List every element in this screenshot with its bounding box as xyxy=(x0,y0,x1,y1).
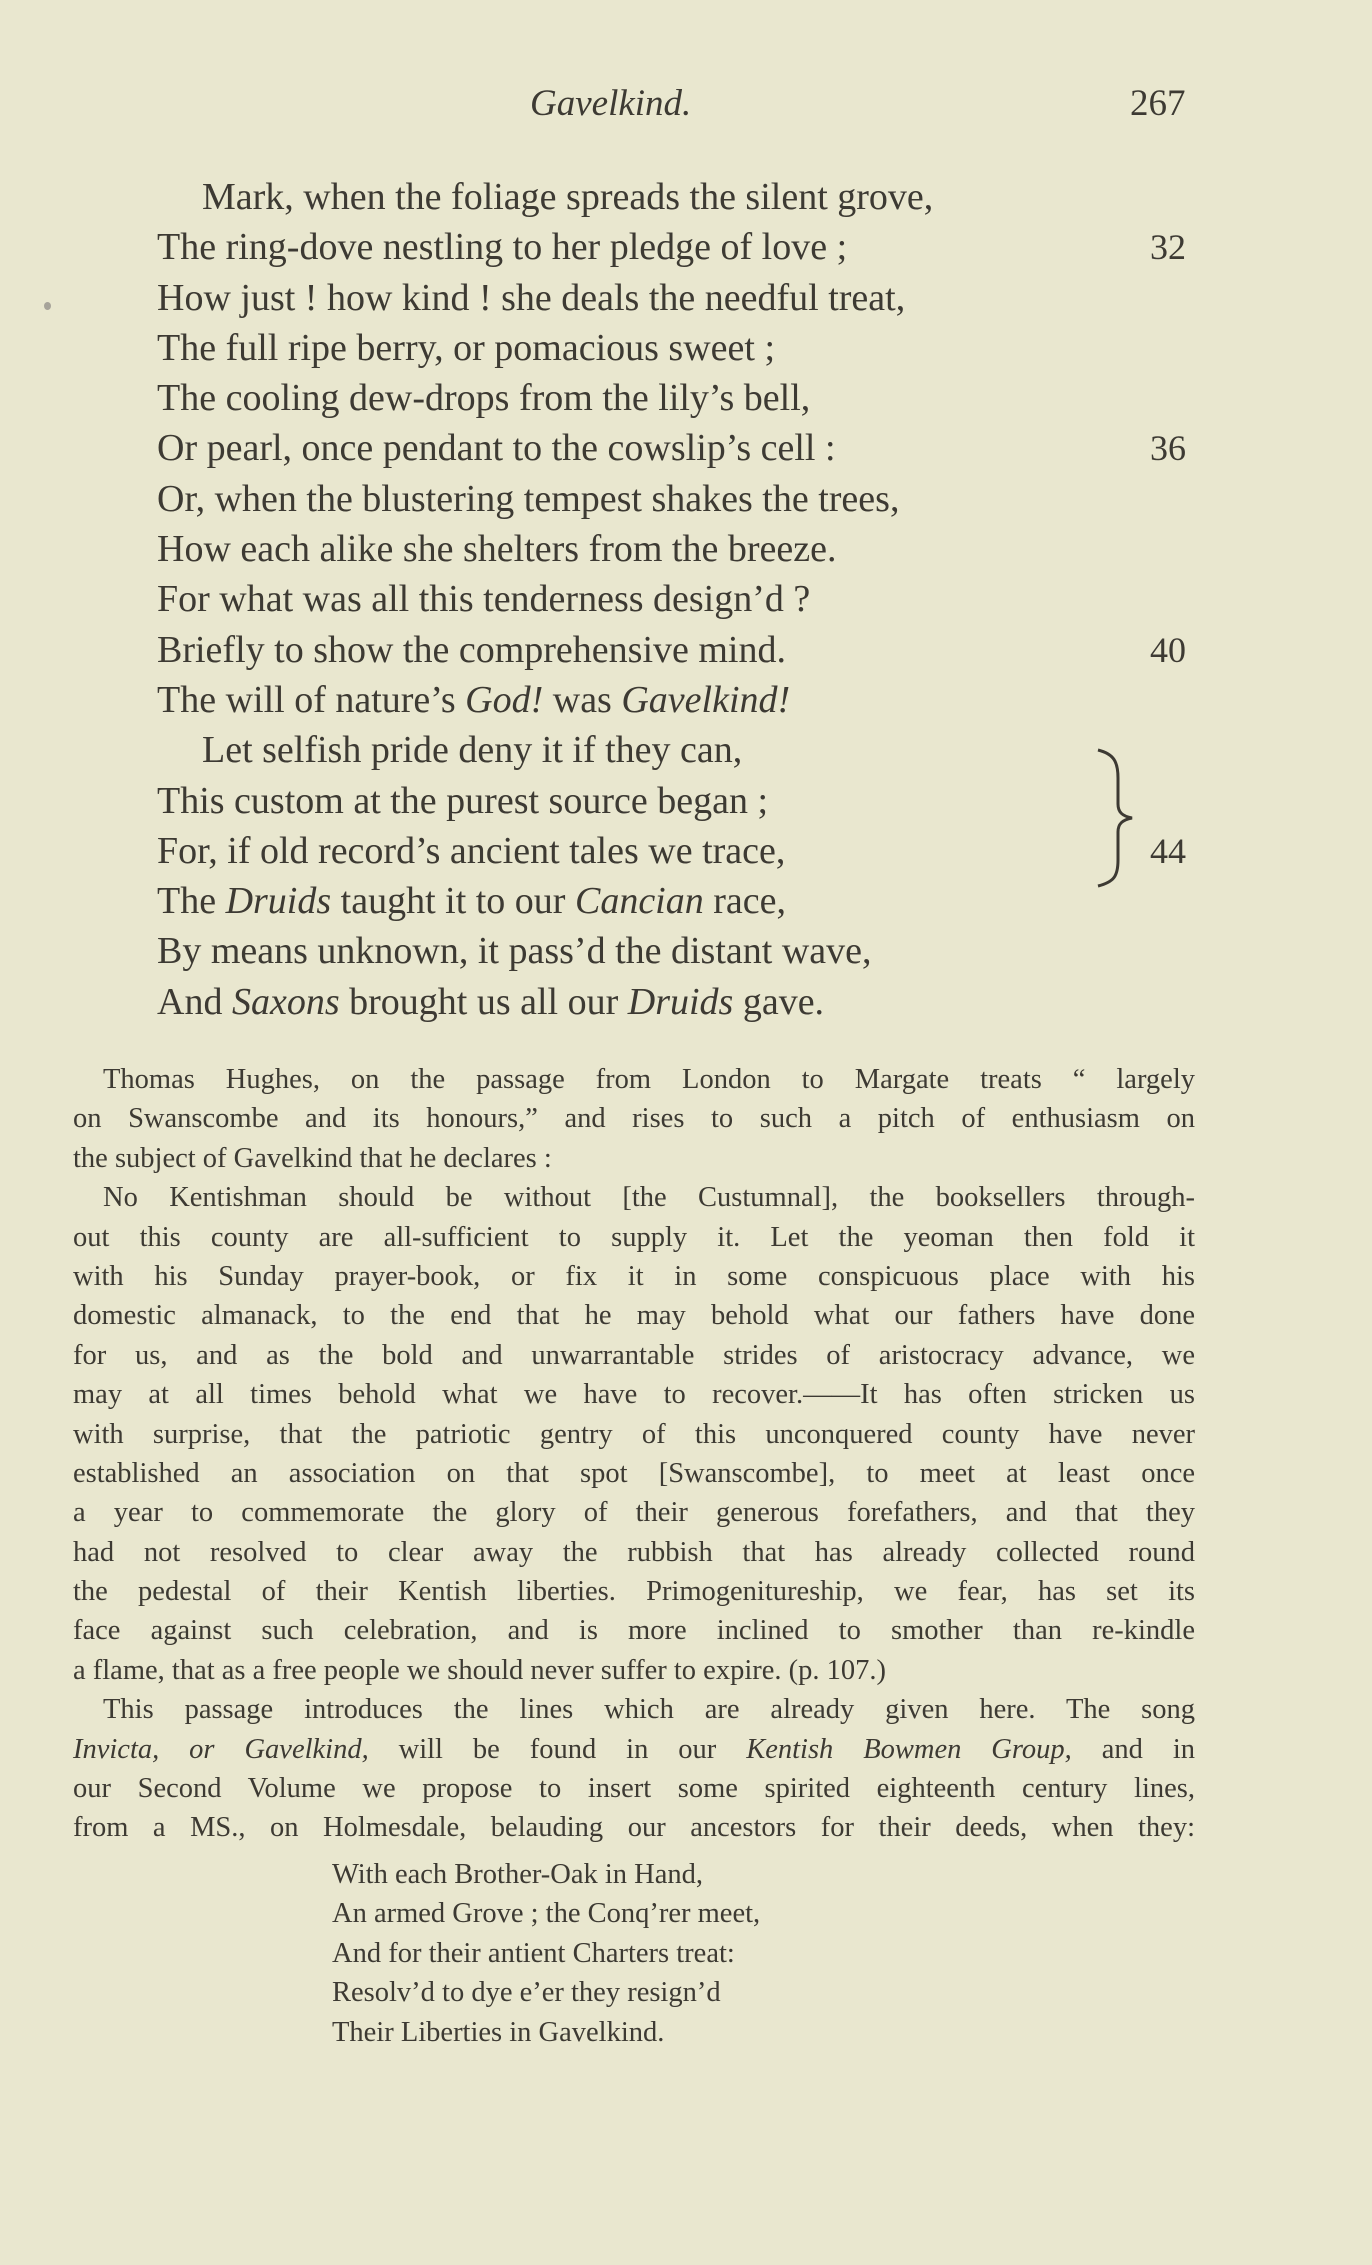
poem-line xyxy=(157,323,1217,373)
line-number: 36 xyxy=(1150,428,1186,469)
paper-speck xyxy=(44,302,51,310)
verse-line: Their Liberties in Gavelkind. xyxy=(332,2016,665,2048)
footnote-line xyxy=(73,1296,1195,1335)
text-run: The xyxy=(157,880,226,923)
italic-text: Cancian xyxy=(574,880,704,923)
text-run: will be found in our xyxy=(368,1733,747,1765)
footnote-line xyxy=(73,1415,1195,1454)
text-run: and in xyxy=(1071,1733,1195,1765)
text-run: brought us all our xyxy=(339,980,628,1023)
footnote-line xyxy=(73,1690,1195,1729)
text-run: taught it to our xyxy=(331,880,575,923)
text-run: The will of nature’s xyxy=(157,678,466,721)
footnote-line xyxy=(73,1493,1195,1532)
poem-line xyxy=(157,776,1217,826)
footnote-line xyxy=(73,1257,1195,1296)
poem-line xyxy=(157,373,1217,423)
poem-line-text: Briefly to show the comprehensive mind. xyxy=(157,628,786,671)
footnote-line xyxy=(73,1730,1195,1769)
text-run: with his Sunday prayer-book, or fix it in some conspicuous place with his xyxy=(73,1260,1195,1292)
text-run: No Kentishman should be without [the Custumnal], the booksellers through- xyxy=(103,1182,1195,1214)
text-run: And xyxy=(157,980,232,1023)
running-title: Gavelkind. xyxy=(530,83,692,124)
poem-line xyxy=(157,524,1217,574)
italic-text: God! xyxy=(465,678,544,721)
text-run: the pedestal of their Kentish liberties. Primogenitureship, we fear, has set its xyxy=(73,1576,1195,1608)
poem-line-text: By means unknown, it pass’d the distant wave, xyxy=(157,930,872,973)
poem-line-text: For what was all this tenderness design’d ? xyxy=(157,578,811,621)
italic-text: Kentish Bowmen Group, xyxy=(746,1733,1072,1765)
text-run: our Second Volume we propose to insert some spirited eighteenth century lines, xyxy=(73,1773,1195,1805)
footnote-block xyxy=(73,1060,1195,1848)
footnote-line xyxy=(73,1336,1195,1375)
text-run: on Swanscombe and its honours,” and rises to such a pitch of enthusiasm on xyxy=(73,1103,1195,1135)
text-run: domestic almanack, to the end that he may behold what our fathers have done xyxy=(73,1300,1195,1332)
verse-line: An armed Grove ; the Conq’rer meet, xyxy=(332,1898,761,1930)
text-run: was xyxy=(543,678,622,721)
poem-line xyxy=(157,172,1217,222)
poem-line xyxy=(157,725,1217,775)
line-number: 40 xyxy=(1150,629,1186,670)
poem xyxy=(157,172,1217,1027)
text-run: gave. xyxy=(733,980,825,1023)
text-run: had not resolved to clear away the rubbish that has already collected round xyxy=(73,1536,1195,1568)
text-run: a flame, that as a free people we should never suffer to expire. (p. 107.) xyxy=(73,1654,886,1686)
italic-text: Gavelkind! xyxy=(621,678,791,721)
line-number: 32 xyxy=(1150,227,1186,268)
poem-line xyxy=(157,474,1217,524)
text-run: the subject of Gavelkind that he declares : xyxy=(73,1142,552,1174)
verse-line: With each Brother-Oak in Hand, xyxy=(332,1859,704,1890)
text-run: out this county are all-sufficient to supply it. Let the yeoman then fold it xyxy=(73,1221,1195,1253)
text-run: from a MS., on Holmesdale, belauding our ancestors for their deeds, when they: xyxy=(73,1812,1195,1844)
poem-line xyxy=(157,675,1217,725)
footnote-line xyxy=(73,1218,1195,1257)
italic-text: Druids xyxy=(225,880,332,923)
poem-line-text xyxy=(157,880,786,922)
poem-line-text: Mark, when the foliage spreads the silent grove, xyxy=(202,176,934,218)
poem-line-text: The cooling dew-drops from the lily’s bell, xyxy=(157,377,811,420)
line-number: 44 xyxy=(1150,830,1186,871)
footnote-line xyxy=(73,1375,1195,1414)
poem-line-text: How each alike she shelters from the breeze. xyxy=(157,528,837,571)
poem-line xyxy=(157,826,1217,876)
footnote-line xyxy=(73,1099,1195,1138)
quoted-verse xyxy=(332,1855,760,2052)
text-run: race, xyxy=(703,880,787,923)
text-run: a year to commemorate the glory of their generous forefathers, and that they xyxy=(73,1497,1195,1529)
footnote-line xyxy=(73,1808,1195,1847)
footnote-line xyxy=(73,1769,1195,1808)
verse-line: Resolv’d to dye e’er they resign’d xyxy=(332,1977,721,2009)
poem-line xyxy=(157,574,1217,624)
text-run: Thomas Hughes, on the passage from London to Margate treats “ largely xyxy=(103,1064,1195,1095)
running-head xyxy=(0,82,1372,132)
poem-line xyxy=(157,926,1217,976)
verse-line: And for their antient Charters treat: xyxy=(332,1937,735,1969)
poem-line xyxy=(157,625,1217,675)
poem-line-text: Or pearl, once pendant to the cowslip’s cell : xyxy=(157,427,836,470)
poem-line-text: Let selfish pride deny it if they can, xyxy=(202,729,743,772)
page-number: 267 xyxy=(1130,83,1186,124)
italic-text: Druids xyxy=(627,980,734,1023)
poem-line xyxy=(157,423,1217,473)
text-run: for us, and as the bold and unwarrantable strides of aristocracy advance, we xyxy=(73,1339,1195,1371)
footnote-line xyxy=(73,1611,1195,1650)
footnote-line xyxy=(73,1454,1195,1493)
poem-line-text: How just ! how kind ! she deals the needful treat, xyxy=(157,276,906,319)
text-run: may at all times behold what we have to recover.——It has often stricken us xyxy=(73,1379,1195,1411)
poem-line-text: Or, when the blustering tempest shakes the trees, xyxy=(157,477,900,520)
poem-line-text xyxy=(157,981,824,1023)
text-run: This passage introduces the lines which are already given here. The song xyxy=(103,1694,1195,1726)
poem-line-text xyxy=(157,679,790,721)
poem-line xyxy=(157,977,1217,1027)
footnote-line xyxy=(73,1533,1195,1572)
text-run: with surprise, that the patriotic gentry of this unconquered county have never xyxy=(73,1418,1195,1450)
text-run: established an association on that spot [Swanscombe], to meet at least once xyxy=(73,1457,1195,1489)
poem-line-text: The full ripe berry, or pomacious sweet ; xyxy=(157,326,776,369)
text-run: face against such celebration, and is more inclined to smother than re-kindle xyxy=(73,1615,1195,1647)
poem-line-text: The ring-dove nestling to her pledge of love ; xyxy=(157,226,848,269)
footnote-line xyxy=(73,1060,1195,1099)
footnote-line xyxy=(73,1178,1195,1217)
poem-line-text: This custom at the purest source began ; xyxy=(157,779,769,822)
footnote-line xyxy=(73,1139,1195,1178)
poem-line-text: For, if old record’s ancient tales we trace, xyxy=(157,829,786,872)
footnote-line xyxy=(73,1572,1195,1611)
poem-line xyxy=(157,222,1217,272)
poem-line xyxy=(157,273,1217,323)
poem-line xyxy=(157,876,1217,926)
footnote-line xyxy=(73,1651,1195,1690)
italic-text: Saxons xyxy=(231,980,340,1023)
italic-text: Invicta, or Gavelkind, xyxy=(73,1733,369,1765)
